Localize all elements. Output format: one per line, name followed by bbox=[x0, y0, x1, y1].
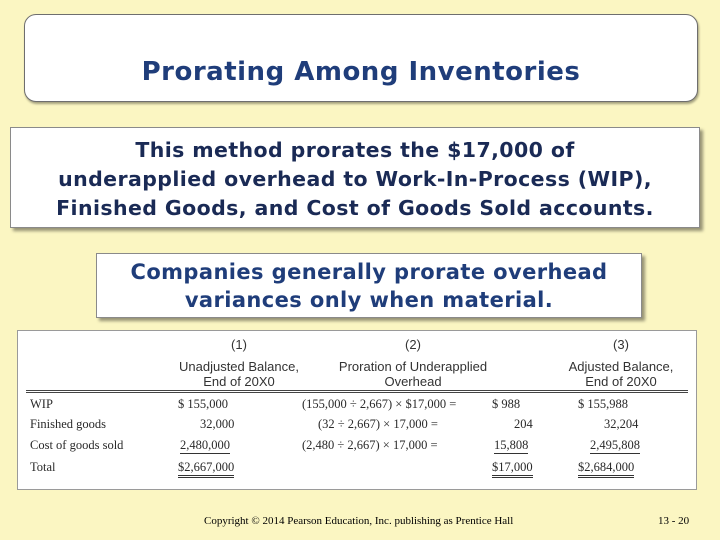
header-rule bbox=[26, 390, 688, 391]
col3-header-line-1: Adjusted Balance, bbox=[568, 359, 674, 374]
col3-header-line-2: End of 20X0 bbox=[585, 374, 657, 389]
row-fg-label: Finished goods bbox=[30, 417, 107, 431]
row-fg-adjusted: 32,204 bbox=[604, 417, 639, 431]
method-line-2: underapplied overhead to Work-In-Process (WIP), bbox=[58, 167, 652, 191]
col3-header bbox=[526, 359, 716, 389]
title-box bbox=[24, 14, 698, 102]
row-cogs-adjusted: 2,495,808 bbox=[590, 438, 640, 452]
col1-header-line-1: Unadjusted Balance, bbox=[179, 359, 299, 374]
col1-header-line-2: End of 20X0 bbox=[203, 374, 275, 389]
method-description-box bbox=[10, 127, 700, 228]
page-number: 13 - 20 bbox=[658, 515, 690, 527]
materiality-line-2: variances only when material. bbox=[184, 288, 554, 312]
row-cogs-label: Cost of goods sold bbox=[30, 438, 124, 452]
row-total-adjusted: $2,684,000 bbox=[578, 460, 634, 478]
row-cogs-proration: 15,808 bbox=[494, 438, 529, 452]
method-line-3: Finished Goods, and Cost of Goods Sold accounts. bbox=[56, 196, 654, 220]
copyright-footer: Copyright © 2014 Pearson Education, Inc. publishing as Prentice Hall bbox=[204, 515, 514, 527]
col2-header bbox=[318, 359, 508, 389]
row-wip-unadjusted: $ 155,000 bbox=[178, 397, 228, 411]
row-fg-calc: (32 ÷ 2,667) × 17,000 = bbox=[318, 417, 438, 431]
method-line-1: This method prorates the $17,000 of bbox=[135, 138, 575, 162]
col2-header-line-2: Overhead bbox=[384, 374, 442, 389]
row-wip-label: WIP bbox=[30, 397, 53, 411]
row-total-unadjusted: $2,667,000 bbox=[178, 460, 234, 478]
header-rule-double bbox=[26, 392, 688, 393]
proration-table bbox=[17, 330, 697, 490]
row-cogs-calc: (2,480 ÷ 2,667) × 17,000 = bbox=[302, 438, 438, 452]
row-fg-proration: 204 bbox=[514, 417, 533, 431]
materiality-line-1: Companies generally prorate overhead bbox=[130, 260, 608, 284]
col1-number: (1) bbox=[231, 337, 247, 352]
slide-title: Prorating Among Inventories bbox=[141, 57, 581, 87]
materiality-note-box bbox=[96, 253, 642, 318]
row-wip-calc: (155,000 ÷ 2,667) × $17,000 = bbox=[302, 397, 457, 411]
col2-header-line-1: Proration of Underapplied bbox=[338, 359, 488, 374]
row-cogs-unadjusted: 2,480,000 bbox=[180, 438, 230, 452]
col1-header bbox=[144, 359, 334, 389]
col2-number: (2) bbox=[405, 337, 421, 352]
row-wip-adjusted: $ 155,988 bbox=[578, 397, 628, 411]
row-total-proration: $17,000 bbox=[492, 460, 533, 478]
row-wip-proration: $ 988 bbox=[492, 397, 521, 411]
row-fg-unadjusted: 32,000 bbox=[200, 417, 235, 431]
col3-number: (3) bbox=[613, 337, 629, 352]
row-total-label: Total bbox=[30, 460, 56, 474]
